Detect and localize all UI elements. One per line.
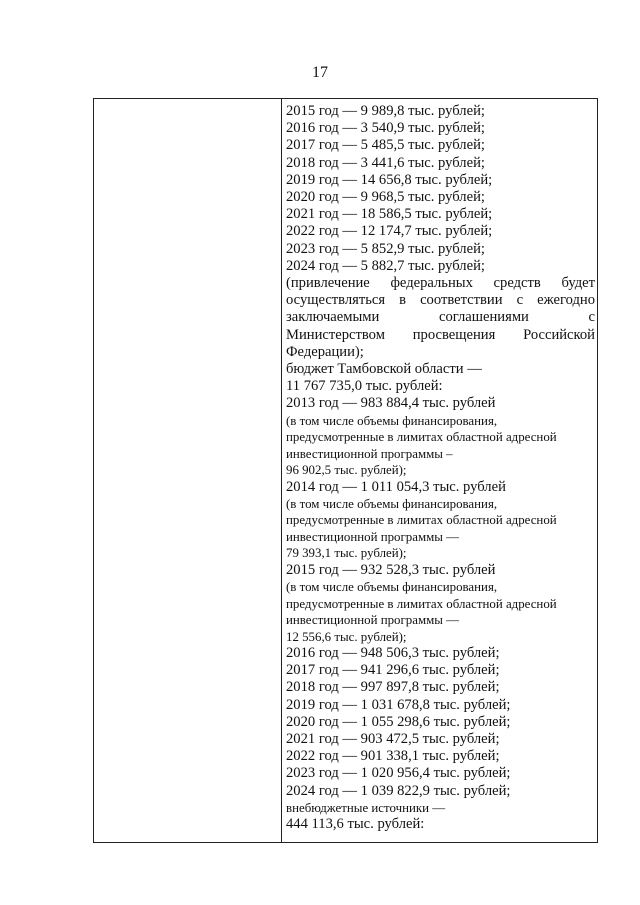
text-line: бюджет Тамбовской области —: [286, 361, 482, 378]
text-line: 96 902,5 тыс. рублей);: [286, 463, 407, 478]
text-line: 444 113,6 тыс. рублей:: [286, 816, 425, 833]
text-line: 79 393,1 тыс. рублей);: [286, 546, 407, 561]
text-line: 2019 год — 14 656,8 тыс. рублей;: [286, 171, 493, 188]
page-number: 17: [312, 64, 328, 81]
text-line: 2018 год — 997 897,8 тыс. рублей;: [286, 679, 500, 696]
text-line: предусмотренные в лимитах областной адресной: [286, 596, 557, 611]
text-line: 2021 год — 903 472,5 тыс. рублей;: [286, 731, 500, 748]
text-line: 2017 год — 941 296,6 тыс. рублей;: [286, 662, 500, 679]
text-line: инвестиционной программы —: [286, 529, 460, 544]
text-line: 2016 год — 948 506,3 тыс. рублей;: [286, 645, 500, 662]
text-line: 2022 год — 901 338,1 тыс. рублей;: [286, 748, 500, 765]
text-line: предусмотренные в лимитах областной адресной: [286, 430, 557, 445]
column-divider: [281, 99, 282, 842]
text-line: инвестиционной программы —: [286, 613, 460, 628]
text-line: 11 767 735,0 тыс. рублей:: [286, 378, 443, 395]
text-line: 2023 год — 5 852,9 тыс. рублей;: [286, 240, 485, 257]
text-line: 2024 год — 1 039 822,9 тыс. рублей;: [286, 782, 511, 799]
text-line: 2024 год — 5 882,7 тыс. рублей;: [286, 257, 485, 274]
text-line: 2021 год — 18 586,5 тыс. рублей;: [286, 206, 493, 223]
text-line: Министерством просвещения Российской: [286, 326, 595, 343]
text-line: 2017 год — 5 485,5 тыс. рублей;: [286, 137, 485, 154]
text-line: предусмотренные в лимитах областной адресной: [286, 513, 557, 528]
text-line: 2018 год — 3 441,6 тыс. рублей;: [286, 154, 485, 171]
text-line: 2015 год — 9 989,8 тыс. рублей;: [286, 103, 485, 119]
text-line: (привлечение федеральных средств будет: [286, 275, 595, 292]
text-line: (в том числе объемы финансирования,: [286, 413, 498, 428]
text-line: 2023 год — 1 020 956,4 тыс. рублей;: [286, 765, 511, 782]
text-line: внебюджетные источники —: [286, 800, 446, 815]
text-line: 2019 год — 1 031 678,8 тыс. рублей;: [286, 696, 511, 713]
financing-table: [93, 98, 598, 843]
text-line: 2015 год — 932 528,3 тыс. рублей: [286, 561, 496, 578]
text-line: 2022 год — 12 174,7 тыс. рублей;: [286, 223, 493, 240]
text-line: (в том числе объемы финансирования,: [286, 580, 498, 595]
text-line: 12 556,6 тыс. рублей);: [286, 629, 407, 644]
text-line: заключаемыми соглашениями с: [286, 309, 595, 326]
text-line: (в том числе объемы финансирования,: [286, 496, 498, 511]
text-line: 2020 год — 9 968,5 тыс. рублей;: [286, 189, 485, 206]
text-line: 2020 год — 1 055 298,6 тыс. рублей;: [286, 713, 511, 730]
text-line: 2013 год — 983 884,4 тыс. рублей: [286, 395, 496, 412]
text-line: 2014 год — 1 011 054,3 тыс. рублей: [286, 478, 506, 495]
text-line: Федерации);: [286, 343, 364, 360]
text-line: 2016 год — 3 540,9 тыс. рублей;: [286, 120, 485, 137]
text-line: осуществляться в соответствии с ежегодно: [286, 292, 595, 309]
table-cell-right: [286, 103, 595, 834]
text-line: инвестиционной программы –: [286, 446, 453, 461]
